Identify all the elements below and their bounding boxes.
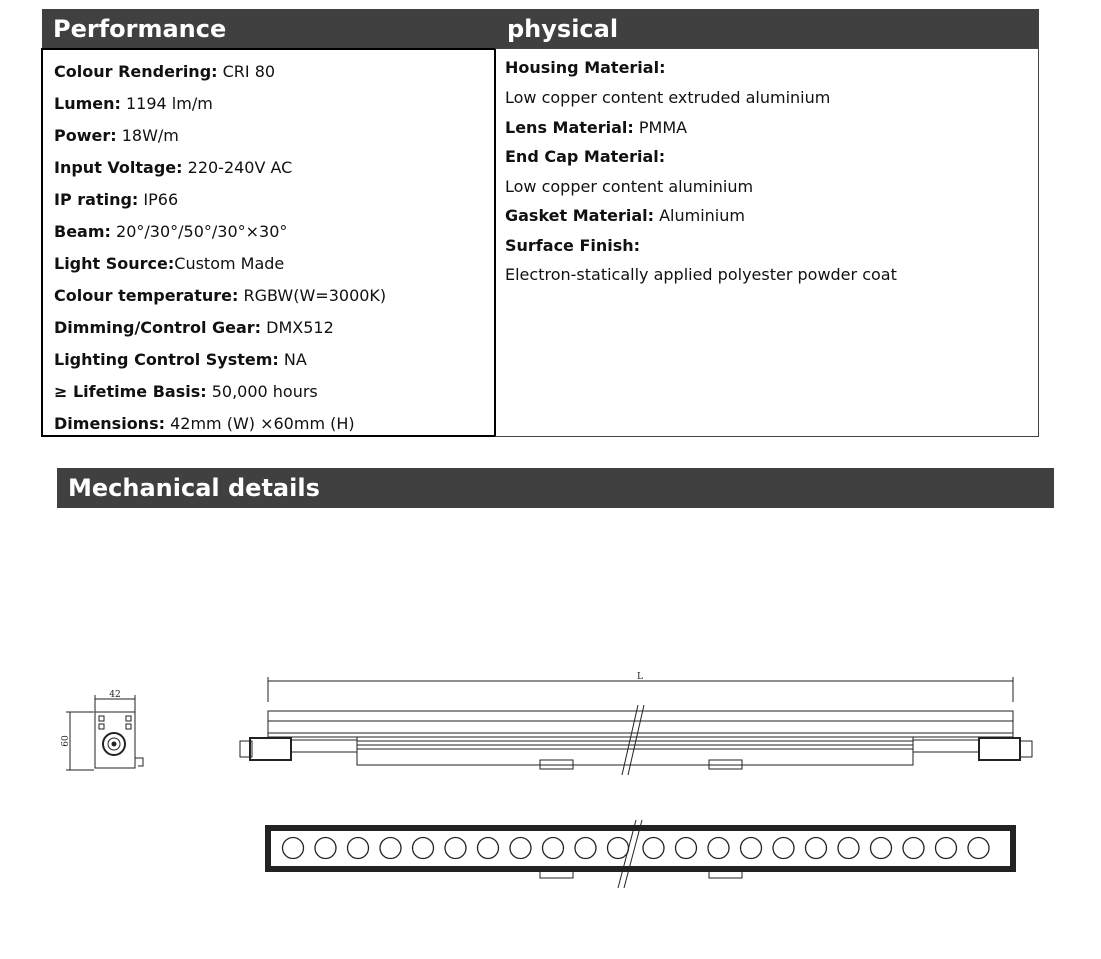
lens-circle (903, 838, 924, 859)
lens-circle (510, 838, 531, 859)
lens-circle (413, 838, 434, 859)
side-view-drawing (240, 677, 1032, 775)
lens-circle (608, 838, 629, 859)
lens-circle (708, 838, 729, 859)
endcap-value: Low copper content aluminium (505, 177, 754, 196)
lens-circle (445, 838, 466, 859)
surface-value: Electron-statically applied polyester powder coat (505, 265, 897, 284)
lens-circle (676, 838, 697, 859)
lens-circle (806, 838, 827, 859)
lens-circle (315, 838, 336, 859)
performance-header: Performance (42, 9, 496, 49)
spec-input-voltage: Input Voltage: 220-240V AC (54, 158, 293, 177)
spec-ip-rating: IP rating: IP66 (54, 190, 179, 209)
mechanical-header: Mechanical details (57, 468, 1054, 508)
lens-circle (968, 838, 989, 859)
lens-row: Lens Material: PMMA (505, 118, 688, 137)
lens-circle (283, 838, 304, 859)
spec-lumen: Lumen: 1194 lm/m (54, 94, 213, 113)
lens-circle (575, 838, 596, 859)
spec-colour-temperature: Colour temperature: RGBW(W=3000K) (54, 286, 387, 305)
top-view-drawing (268, 820, 1013, 888)
lens-circle (643, 838, 664, 859)
lens-circle (380, 838, 401, 859)
spec-colour-rendering: Colour Rendering: CRI 80 (54, 62, 276, 81)
spec-dimming: Dimming/Control Gear: DMX512 (54, 318, 334, 337)
lens-circle (348, 838, 369, 859)
spec-dimensions: Dimensions: 42mm (W) ×60mm (H) (54, 414, 355, 433)
spec-beam: Beam: 20°/30°/50°/30°×30° (54, 222, 288, 241)
gasket-row: Gasket Material: Aluminium (505, 206, 745, 225)
lens-circle (543, 838, 564, 859)
spec-lifetime: ≥ Lifetime Basis: 50,000 hours (54, 382, 318, 401)
spec-lighting-control: Lighting Control System: NA (54, 350, 307, 369)
width-dimension-label: 42 (109, 690, 121, 700)
lens-circle (871, 838, 892, 859)
end-view-drawing (66, 695, 143, 770)
housing-label: Housing Material: (505, 58, 666, 77)
lens-array (283, 838, 990, 859)
physical-header: physical (496, 9, 1039, 49)
endcap-label: End Cap Material: (505, 147, 666, 166)
lens-circle (478, 838, 499, 859)
lens-circle (773, 838, 794, 859)
length-dimension-label: L (637, 672, 643, 682)
lens-circle (838, 838, 859, 859)
housing-value: Low copper content extruded aluminium (505, 88, 831, 107)
surface-label: Surface Finish: (505, 236, 641, 255)
lens-circle (936, 838, 957, 859)
height-dimension-label: 60 (61, 735, 71, 747)
spec-power: Power: 18W/m (54, 126, 179, 145)
spec-light-source: Light Source:Custom Made (54, 254, 285, 273)
lens-circle (741, 838, 762, 859)
